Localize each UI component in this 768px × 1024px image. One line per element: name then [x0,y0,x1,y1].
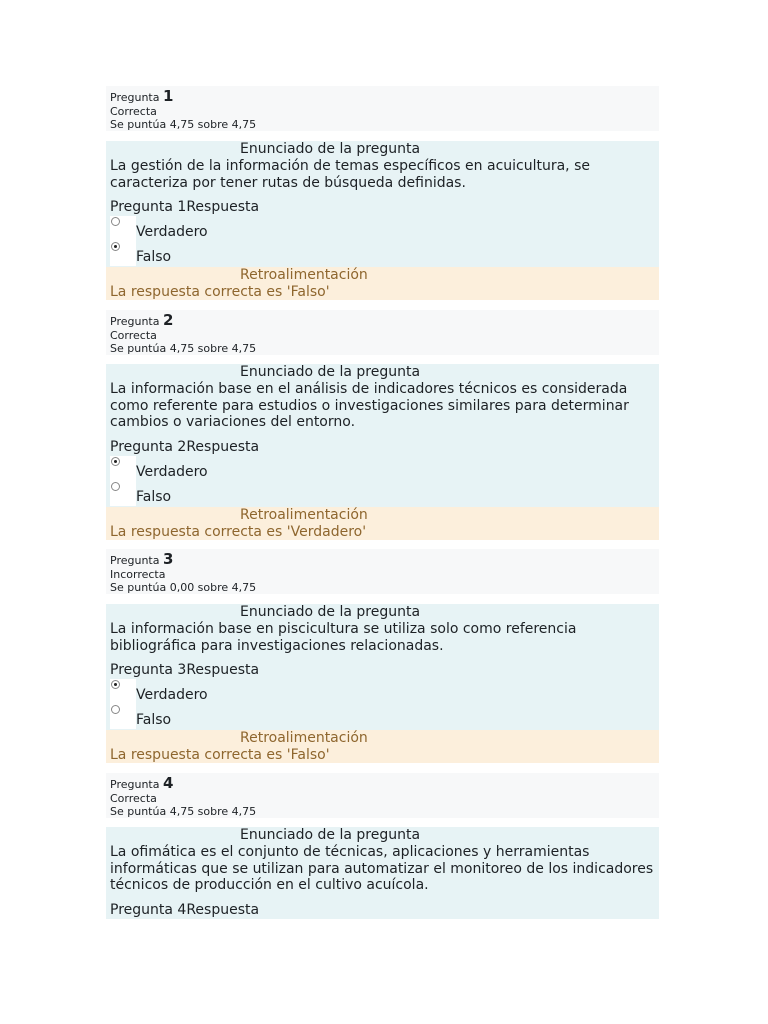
radio-button-checked[interactable] [111,457,120,466]
question-grade: Se puntúa 4,75 sobre 4,75 [110,118,257,131]
question-state: Incorrecta [110,568,166,581]
question-content [106,827,659,919]
option-verdadero[interactable] [110,456,655,481]
radio-button[interactable] [111,217,120,226]
question-prompt-legend: Enunciado de la pregunta [240,827,421,843]
option-falso[interactable] [110,241,655,266]
answer-label: Pregunta 4Respuesta [110,901,260,918]
option-falso[interactable] [110,481,655,506]
question-info [106,549,659,594]
option-verdadero[interactable] [110,216,655,241]
question-content [106,141,659,267]
question-prompt-legend: Enunciado de la pregunta [240,364,421,380]
answer-label: Pregunta 2Respuesta [110,438,260,455]
question-feedback [106,267,659,300]
question-number: 2 [162,311,174,329]
question-text: La información base en el análisis de indicadores técnicos es considerada como referente para estudios o investigaciones similares para determinar cambios o variaciones del entorno. [110,381,629,430]
question-prompt-legend: Enunciado de la pregunta [240,604,421,620]
question-state: Correcta [110,329,157,342]
question-grade: Se puntúa 4,75 sobre 4,75 [110,805,257,818]
question-info [106,86,659,131]
option-label: Verdadero [136,224,208,240]
question-feedback [106,730,659,763]
answer-label: Pregunta 3Respuesta [110,662,260,678]
question-state: Correcta [110,105,157,118]
question-content [106,364,659,507]
question-number: 4 [162,774,174,792]
question-number: 1 [162,87,174,105]
question-grade: Se puntúa 4,75 sobre 4,75 [110,342,257,355]
feedback-text: La respuesta correcta es 'Falso' [110,284,330,300]
question-state: Correcta [110,792,157,805]
option-label: Verdadero [136,687,208,703]
option-label: Verdadero [136,463,208,480]
question-label: Pregunta [110,315,160,328]
option-label: Falso [136,488,172,505]
radio-button[interactable] [111,705,120,714]
question-label: Pregunta [110,778,160,791]
feedback-legend: Retroalimentación [240,267,368,283]
question-label: Pregunta [110,554,160,567]
question-text: La información base en piscicultura se utiliza solo como referencia bibliográfica para investigaciones relacionadas. [110,621,577,654]
option-label: Falso [136,249,172,265]
radio-button-checked[interactable] [111,680,120,689]
radio-button-checked[interactable] [111,242,120,251]
question-label: Pregunta [110,91,160,104]
option-verdadero[interactable] [110,679,655,704]
question-prompt-legend: Enunciado de la pregunta [240,141,421,157]
feedback-legend: Retroalimentación [240,507,368,523]
option-falso[interactable] [110,704,655,729]
radio-button[interactable] [111,482,120,491]
question-info [106,773,659,818]
question-content [106,604,659,730]
feedback-text: La respuesta correcta es 'Falso' [110,747,330,763]
option-label: Falso [136,712,172,728]
question-info [106,310,659,355]
feedback-legend: Retroalimentación [240,730,368,746]
question-text: La ofimática es el conjunto de técnicas, aplicaciones y herramientas informáticas que se utilizan para automatizar el monitoreo de los indicadores técnicos de producción en el cultivo acuícola. [110,844,654,893]
answer-label: Pregunta 1Respuesta [110,199,260,215]
question-grade: Se puntúa 0,00 sobre 4,75 [110,581,257,594]
feedback-text: La respuesta correcta es 'Verdadero' [110,524,367,540]
question-text: La gestión de la información de temas específicos en acuicultura, se caracteriza por tener rutas de búsqueda definidas. [110,158,590,191]
question-feedback [106,507,659,540]
question-number: 3 [162,550,174,568]
